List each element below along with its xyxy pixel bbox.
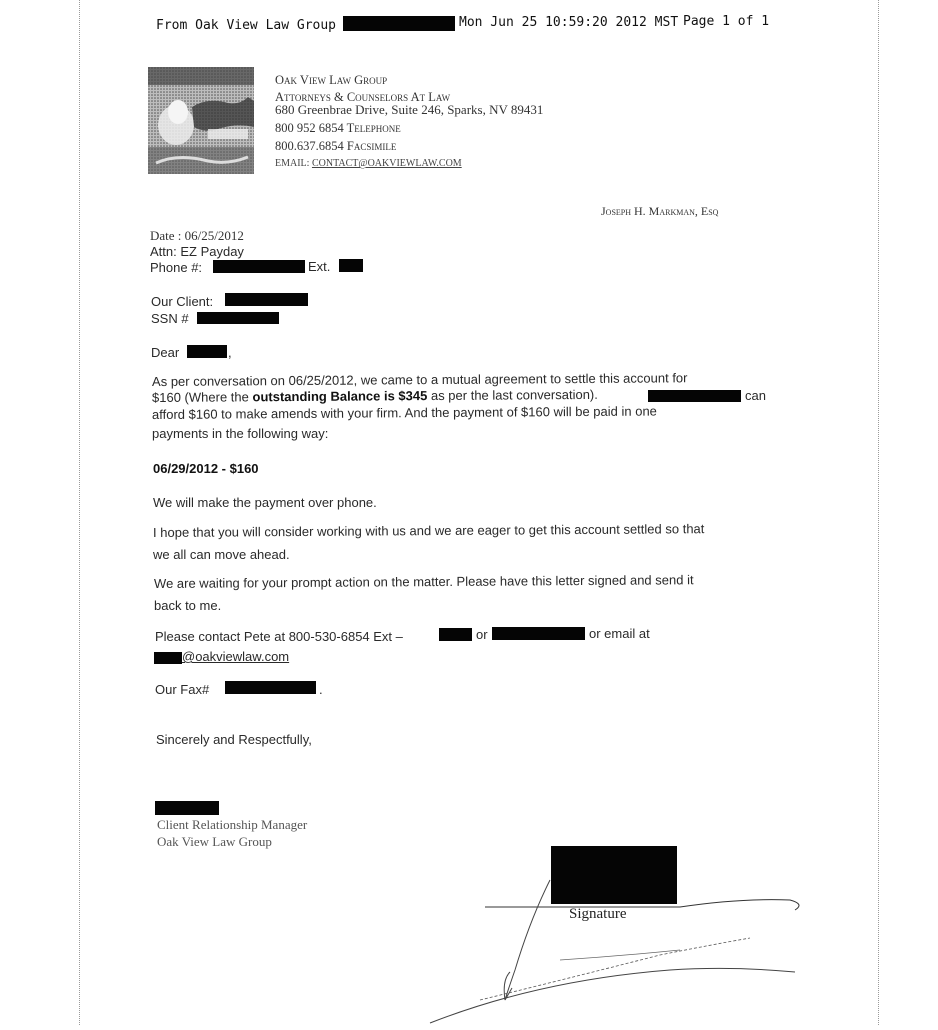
letterhead-subtitle: Attorneys & Counselors At Law (275, 90, 451, 104)
redaction-recipient (187, 345, 227, 358)
fax-period: . (319, 682, 323, 697)
redaction-client (225, 293, 308, 306)
letterhead-facsimile: 800.637.6854 Facsimile (275, 139, 397, 153)
redaction-client-name (648, 390, 741, 402)
payment-schedule: 06/29/2012 - $160 (153, 461, 259, 476)
p2: We will make the payment over phone. (153, 495, 377, 510)
contact-text-b: or email at (589, 626, 650, 641)
p1-line4: payments in the following way: (152, 426, 329, 441)
p4-line1: We are waiting for your prompt action on the matter. Please have this letter signed and send it (153, 572, 694, 591)
p3-line2: we all can move ahead. (153, 547, 290, 562)
ssn-label: SSN # (151, 311, 189, 326)
client-label: Our Client: (151, 294, 214, 309)
fax-header-datetime: Mon Jun 25 10:59:20 2012 MST (459, 15, 679, 30)
p1-line2-b: as per the last conversation). (430, 386, 598, 404)
redaction-fax-number (343, 16, 455, 31)
letterhead-telephone: 800 952 6854 Telephone (275, 121, 401, 135)
p1-line3: afford $160 to make amends with your firm. And the payment of $160 will be paid in one (151, 403, 657, 422)
redaction-contact-alt (492, 627, 585, 640)
signature-label: Signature (569, 906, 627, 922)
redaction-ssn (197, 312, 279, 324)
letterhead-email-link[interactable]: CONTACT@OAKVIEWLAW.COM (311, 158, 462, 169)
salutation-comma: , (228, 345, 232, 360)
fax-label: Our Fax# (155, 682, 210, 697)
p4-line2: back to me. (154, 598, 222, 613)
letterhead-firm-name: Oak View Law Group (275, 73, 388, 87)
p1-line2-a: $160 (Where the (151, 389, 249, 405)
p3-line1: I hope that you will consider working with us and we are eager to get this account settled so that (152, 521, 705, 540)
contact-email-link[interactable]: @oakviewlaw.com (182, 649, 290, 664)
letterhead-email-row (275, 158, 462, 169)
oak-tree-logo-image (148, 67, 254, 174)
fax-header-from: From Oak View Law Group (156, 18, 337, 33)
letterhead-address: 680 Greenbrae Drive, Suite 246, Sparks, NV 89431 (275, 102, 544, 117)
p1-line2-c: can (745, 388, 766, 403)
contact-or: or (476, 627, 488, 642)
redaction-signature-block (551, 846, 677, 904)
sender-firm: Oak View Law Group (157, 834, 272, 849)
outstanding-balance: outstanding Balance is $345 (252, 388, 428, 405)
p1-line2 (152, 387, 598, 405)
phone-label: Phone #: (150, 260, 203, 275)
email-label: EMAIL: (275, 158, 310, 169)
contact-text-a: Please contact Pete at 800-530-6854 Ext – (155, 629, 403, 644)
redaction-email-user (154, 652, 182, 664)
attention-line: Attn: EZ Payday (150, 244, 244, 259)
sender-title: Client Relationship Manager (157, 817, 308, 832)
attorney-name: Joseph H. Markman, Esq (601, 204, 719, 218)
redaction-fax (225, 681, 316, 694)
ext-label: Ext. (308, 259, 331, 274)
closing: Sincerely and Respectfully, (156, 732, 312, 747)
redaction-contact-ext (439, 628, 472, 641)
redaction-ext (339, 259, 363, 272)
dear-text: Dear (151, 345, 180, 360)
fax-header-page: Page 1 of 1 (683, 14, 770, 29)
p1-line1: As per conversation on 06/25/2012, we came to a mutual agreement to settle this account for (151, 370, 688, 389)
letter-date: Date : 06/25/2012 (150, 228, 244, 243)
redaction-phone (213, 260, 305, 273)
redaction-sender-name (155, 801, 219, 815)
fax-edge-right-line (878, 0, 879, 1025)
fax-edge-left-line (79, 0, 80, 1025)
salutation (151, 345, 179, 360)
